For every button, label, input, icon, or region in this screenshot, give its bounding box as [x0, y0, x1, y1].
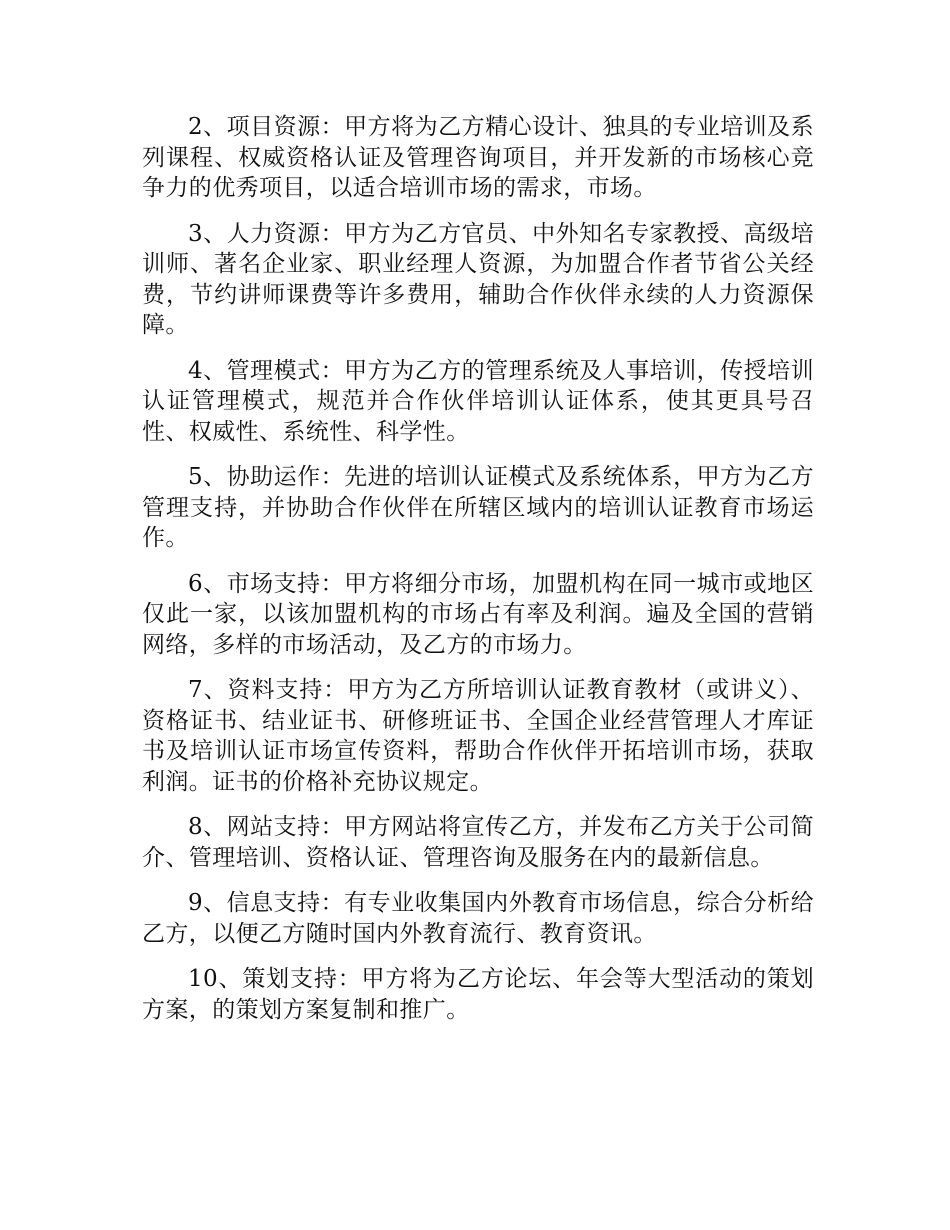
paragraph-operation-assistance: 5、协助运作：先进的培训认证模式及系统体系，甲方为乙方管理支持，并协助合作伙伴在所辖区域内的培训认证教育市场运作。: [142, 464, 814, 551]
paragraph-project-resources: 2、项目资源：甲方将为乙方精心设计、独具的专业培训及系列课程、权威资格认证及管理咨询项目，并开发新的市场核心竞争力的优秀项目，以适合培训市场的需求，市场。: [142, 114, 814, 201]
paragraph-information-support: 9、信息支持：有专业收集国内外教育市场信息，综合分析给乙方，以便乙方随时国内外教育流行、教育资讯。: [142, 890, 814, 947]
paragraph-planning-support: 10、策划支持：甲方将为乙方论坛、年会等大型活动的策划方案，的策划方案复制和推广。: [142, 966, 814, 1023]
paragraph-human-resources: 3、人力资源：甲方为乙方官员、中外知名专家教授、高级培训师、著名企业家、职业经理人资源，为加盟合作者节省公关经费，节约讲师课费等许多费用，辅助合作伙伴永续的人力资源保障。: [142, 220, 814, 338]
paragraph-market-support: 6、市场支持：甲方将细分市场，加盟机构在同一城市或地区仅此一家，以该加盟机构的市场占有率及利润。遍及全国的营销网络，多样的市场活动，及乙方的市场力。: [142, 570, 814, 658]
paragraph-materials-support: 7、资料支持：甲方为乙方所培训认证教育教材（或讲义）、资格证书、结业证书、研修班证书、全国企业经营管理人才库证书及培训认证市场宣传资料，帮助合作伙伴开拓培训市场，获取利润。证书的价格补充协议规定。: [142, 677, 814, 795]
paragraph-management-model: 4、管理模式：甲方为乙方的管理系统及人事培训，传授培训认证管理模式，规范并合作伙伴培训认证体系，使其更具号召性、权威性、系统性、科学性。: [142, 357, 814, 445]
document-body: [142, 112, 814, 1040]
paragraph-website-support: 8、网站支持：甲方网站将宣传乙方，并发布乙方关于公司简介、管理培训、资格认证、管理咨询及服务在内的最新信息。: [142, 814, 814, 871]
